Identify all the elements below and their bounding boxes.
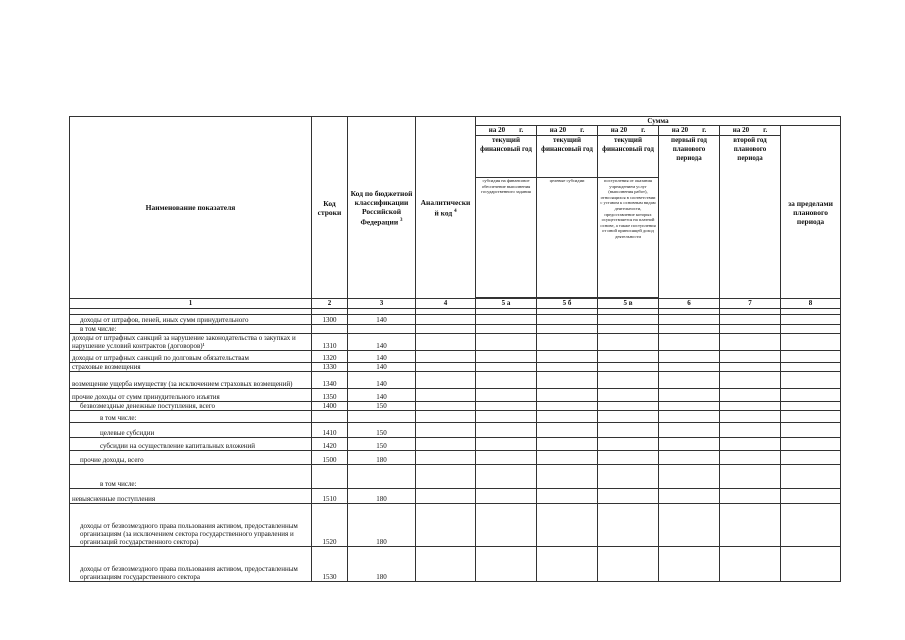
- row-name: невыясненные поступления: [70, 489, 312, 504]
- table-row: [70, 438, 841, 451]
- table-row: [70, 363, 841, 372]
- na-label: на 20: [671, 126, 689, 134]
- value-cell: [537, 465, 598, 489]
- value-cell: [537, 315, 598, 325]
- value-cell: [598, 363, 659, 372]
- value-cell: [416, 372, 476, 389]
- value-cell: [659, 451, 720, 465]
- row-name: целевые субсидии: [70, 423, 312, 438]
- year-cell: [720, 126, 781, 136]
- row-kbk: 140: [348, 389, 416, 402]
- value-cell: [659, 465, 720, 489]
- row-name: страховые возмещения: [70, 363, 312, 372]
- row-name: прочие доходы, всего: [70, 451, 312, 465]
- row-code: 1310: [312, 334, 348, 351]
- value-cell: [416, 489, 476, 504]
- row-kbk: 140: [348, 334, 416, 351]
- value-cell: [416, 351, 476, 363]
- table-row: [70, 423, 841, 438]
- value-cell: [598, 325, 659, 334]
- table-row: [70, 315, 841, 325]
- value-cell: [720, 411, 781, 423]
- g-label: г.: [702, 126, 707, 134]
- header-5v: поступления от оказания учреждением услуг (выполнения работ), относящихся в соответствии с уставом к основным видам деятельности, предоставление которых осуществляется на платной основе, а также поступления от иной приносящей доход деятельности: [598, 178, 659, 298]
- value-cell: [416, 547, 476, 582]
- value-cell: [659, 438, 720, 451]
- g-label: г.: [580, 126, 585, 134]
- row-code: 1330: [312, 363, 348, 372]
- value-cell: [416, 438, 476, 451]
- value-cell: [659, 363, 720, 372]
- col-number: 7: [720, 299, 781, 309]
- value-cell: [476, 372, 537, 389]
- value-cell: [720, 389, 781, 402]
- value-cell: [720, 423, 781, 438]
- value-cell: [781, 334, 841, 351]
- col-number: 4: [416, 299, 476, 309]
- col-number: 1: [70, 299, 312, 309]
- value-cell: [781, 325, 841, 334]
- value-cell: [476, 402, 537, 411]
- row-name: возмещение ущерба имуществу (за исключением страховых возмещений): [70, 372, 312, 389]
- value-cell: [476, 389, 537, 402]
- year-cell: [659, 126, 720, 136]
- value-cell: [781, 547, 841, 582]
- value-cell: [476, 423, 537, 438]
- value-cell: [416, 451, 476, 465]
- value-cell: [720, 438, 781, 451]
- table-row: [70, 402, 841, 411]
- header-current-year: текущий финансовый год: [537, 136, 598, 178]
- value-cell: [476, 363, 537, 372]
- value-cell: [720, 363, 781, 372]
- year-cell: [598, 126, 659, 136]
- value-cell: [598, 334, 659, 351]
- value-cell: [416, 334, 476, 351]
- row-name: доходы от штрафных санкций за нарушение законодательства о закупках и нарушение условий контрактов (договоров)¹: [70, 334, 312, 351]
- value-cell: [720, 402, 781, 411]
- value-cell: [476, 489, 537, 504]
- value-cell: [537, 423, 598, 438]
- row-code: 1510: [312, 489, 348, 504]
- value-cell: [720, 351, 781, 363]
- value-cell: [720, 334, 781, 351]
- value-cell: [476, 504, 537, 547]
- footnote-3: 3: [400, 217, 403, 223]
- row-code: 1400: [312, 402, 348, 411]
- row-code: [312, 411, 348, 423]
- value-cell: [659, 334, 720, 351]
- header-amount: Сумма: [476, 117, 841, 126]
- row-code: 1500: [312, 451, 348, 465]
- header-analytic-code-text: Аналитически й код: [420, 197, 471, 218]
- value-cell: [720, 451, 781, 465]
- value-cell: [598, 547, 659, 582]
- value-cell: [781, 504, 841, 547]
- header-current-year: текущий финансовый год: [476, 136, 537, 178]
- row-code: 1300: [312, 315, 348, 325]
- row-name: безвозмездные денежные поступления, всего: [70, 402, 312, 411]
- value-cell: [659, 402, 720, 411]
- value-cell: [598, 465, 659, 489]
- row-kbk: 150: [348, 423, 416, 438]
- row-code: [312, 465, 348, 489]
- value-cell: [659, 423, 720, 438]
- value-cell: [781, 389, 841, 402]
- table-row: [70, 372, 841, 389]
- row-kbk: 180: [348, 489, 416, 504]
- value-cell: [537, 438, 598, 451]
- header-second-year: второй год планового периода: [720, 136, 781, 299]
- value-cell: [598, 315, 659, 325]
- value-cell: [416, 363, 476, 372]
- row-name: прочие доходы от сумм принудительного изъятия: [70, 389, 312, 402]
- table-row: [70, 489, 841, 504]
- value-cell: [598, 411, 659, 423]
- col-number: 3: [348, 299, 416, 309]
- table-row: [70, 351, 841, 363]
- na-label: на 20: [732, 126, 750, 134]
- row-code: 1320: [312, 351, 348, 363]
- value-cell: [720, 465, 781, 489]
- value-cell: [476, 334, 537, 351]
- value-cell: [659, 489, 720, 504]
- value-cell: [476, 438, 537, 451]
- row-code: 1340: [312, 372, 348, 389]
- row-code: 1520: [312, 504, 348, 547]
- value-cell: [720, 315, 781, 325]
- row-kbk: [348, 465, 416, 489]
- value-cell: [476, 325, 537, 334]
- value-cell: [416, 411, 476, 423]
- row-kbk: [348, 411, 416, 423]
- header-first-year: первый год планового периода: [659, 136, 720, 299]
- row-kbk: 180: [348, 547, 416, 582]
- value-cell: [476, 351, 537, 363]
- row-kbk: 180: [348, 451, 416, 465]
- row-name: доходы от штрафов, пеней, иных сумм принудительного: [70, 315, 312, 325]
- table-row: [70, 465, 841, 489]
- col-number: 5 б: [537, 299, 598, 309]
- table-row: [70, 411, 841, 423]
- value-cell: [416, 465, 476, 489]
- table-row: [70, 451, 841, 465]
- row-kbk: 150: [348, 402, 416, 411]
- value-cell: [659, 389, 720, 402]
- value-cell: [416, 389, 476, 402]
- col-number: 6: [659, 299, 720, 309]
- value-cell: [416, 325, 476, 334]
- table-row: [70, 325, 841, 334]
- value-cell: [476, 465, 537, 489]
- header-budget-code-text: Код по бюджетной классификации Российской Федерации: [350, 188, 413, 227]
- value-cell: [659, 372, 720, 389]
- value-cell: [598, 402, 659, 411]
- value-cell: [416, 315, 476, 325]
- value-cell: [720, 372, 781, 389]
- value-cell: [537, 351, 598, 363]
- value-cell: [476, 451, 537, 465]
- row-name: доходы от безвозмездного права пользования активом, предоставленным организациям государственного сектора: [70, 547, 312, 582]
- row-name: доходы от штрафных санкций по долговым обязательствам: [70, 351, 312, 363]
- header-name: Наименование показателя: [70, 117, 312, 299]
- row-name: в том числе:: [70, 411, 312, 423]
- value-cell: [781, 315, 841, 325]
- g-label: г.: [641, 126, 646, 134]
- column-numbers-row: [70, 299, 841, 309]
- value-cell: [781, 438, 841, 451]
- value-cell: [537, 389, 598, 402]
- header-analytic-code: [416, 117, 476, 299]
- value-cell: [659, 325, 720, 334]
- g-label: г.: [763, 126, 768, 134]
- value-cell: [537, 504, 598, 547]
- value-cell: [598, 351, 659, 363]
- value-cell: [537, 363, 598, 372]
- col-number: 2: [312, 299, 348, 309]
- value-cell: [781, 489, 841, 504]
- header-budget-code: [348, 117, 416, 299]
- row-code: 1410: [312, 423, 348, 438]
- row-code: 1350: [312, 389, 348, 402]
- row-kbk: 140: [348, 372, 416, 389]
- value-cell: [416, 423, 476, 438]
- header-code: Код строки: [312, 117, 348, 299]
- value-cell: [476, 411, 537, 423]
- row-name: субсидии на осуществление капитальных вложений: [70, 438, 312, 451]
- value-cell: [781, 351, 841, 363]
- value-cell: [537, 411, 598, 423]
- value-cell: [537, 402, 598, 411]
- value-cell: [537, 325, 598, 334]
- row-kbk: 140: [348, 315, 416, 325]
- value-cell: [416, 402, 476, 411]
- row-kbk: 140: [348, 363, 416, 372]
- value-cell: [537, 334, 598, 351]
- value-cell: [537, 451, 598, 465]
- value-cell: [598, 372, 659, 389]
- row-kbk: 140: [348, 351, 416, 363]
- value-cell: [781, 411, 841, 423]
- header-row-amount: [70, 117, 841, 126]
- header-5b: целевые субсидии: [537, 178, 598, 298]
- na-label: на 20: [610, 126, 628, 134]
- value-cell: [781, 363, 841, 372]
- value-cell: [720, 489, 781, 504]
- value-cell: [781, 372, 841, 389]
- row-code: [312, 325, 348, 334]
- value-cell: [416, 504, 476, 547]
- table-row: [70, 389, 841, 402]
- value-cell: [720, 325, 781, 334]
- header-current-year: текущий финансовый год: [598, 136, 659, 178]
- value-cell: [598, 389, 659, 402]
- row-code: 1420: [312, 438, 348, 451]
- value-cell: [781, 451, 841, 465]
- value-cell: [659, 351, 720, 363]
- value-cell: [537, 547, 598, 582]
- row-name: доходы от безвозмездного права пользования активом, предоставленным организациям (за исключением сектора государственного управления и организаций государственного сектора): [70, 504, 312, 547]
- table-row: [70, 547, 841, 582]
- row-kbk: 180: [348, 504, 416, 547]
- value-cell: [476, 547, 537, 582]
- value-cell: [659, 315, 720, 325]
- value-cell: [598, 489, 659, 504]
- year-cell: [537, 126, 598, 136]
- value-cell: [781, 423, 841, 438]
- year-cell: [476, 126, 537, 136]
- value-cell: [659, 411, 720, 423]
- value-cell: [537, 489, 598, 504]
- row-kbk: 150: [348, 438, 416, 451]
- value-cell: [720, 504, 781, 547]
- value-cell: [598, 451, 659, 465]
- value-cell: [781, 465, 841, 489]
- row-code: 1530: [312, 547, 348, 582]
- table-row: [70, 334, 841, 351]
- col-number: 8: [781, 299, 841, 309]
- plan-table: [69, 116, 841, 582]
- row-name: в том числе:: [70, 465, 312, 489]
- footnote-4: 4: [454, 208, 457, 214]
- value-cell: [720, 547, 781, 582]
- row-name: в том числе:: [70, 325, 312, 334]
- row-kbk: [348, 325, 416, 334]
- value-cell: [598, 423, 659, 438]
- value-cell: [476, 315, 537, 325]
- na-label: на 20: [549, 126, 567, 134]
- g-label: г.: [519, 126, 524, 134]
- value-cell: [659, 504, 720, 547]
- table-body: [70, 315, 841, 582]
- table-row: [70, 504, 841, 547]
- value-cell: [781, 402, 841, 411]
- header-5a: субсидия на финансовое обеспечение выполнения государственного задания: [476, 178, 537, 298]
- col-number: 5 в: [598, 299, 659, 309]
- value-cell: [659, 547, 720, 582]
- value-cell: [598, 504, 659, 547]
- value-cell: [598, 438, 659, 451]
- col-number: 5 а: [476, 299, 537, 309]
- na-label: на 20: [488, 126, 506, 134]
- header-beyond: за пределами планового периода: [781, 126, 841, 299]
- value-cell: [537, 372, 598, 389]
